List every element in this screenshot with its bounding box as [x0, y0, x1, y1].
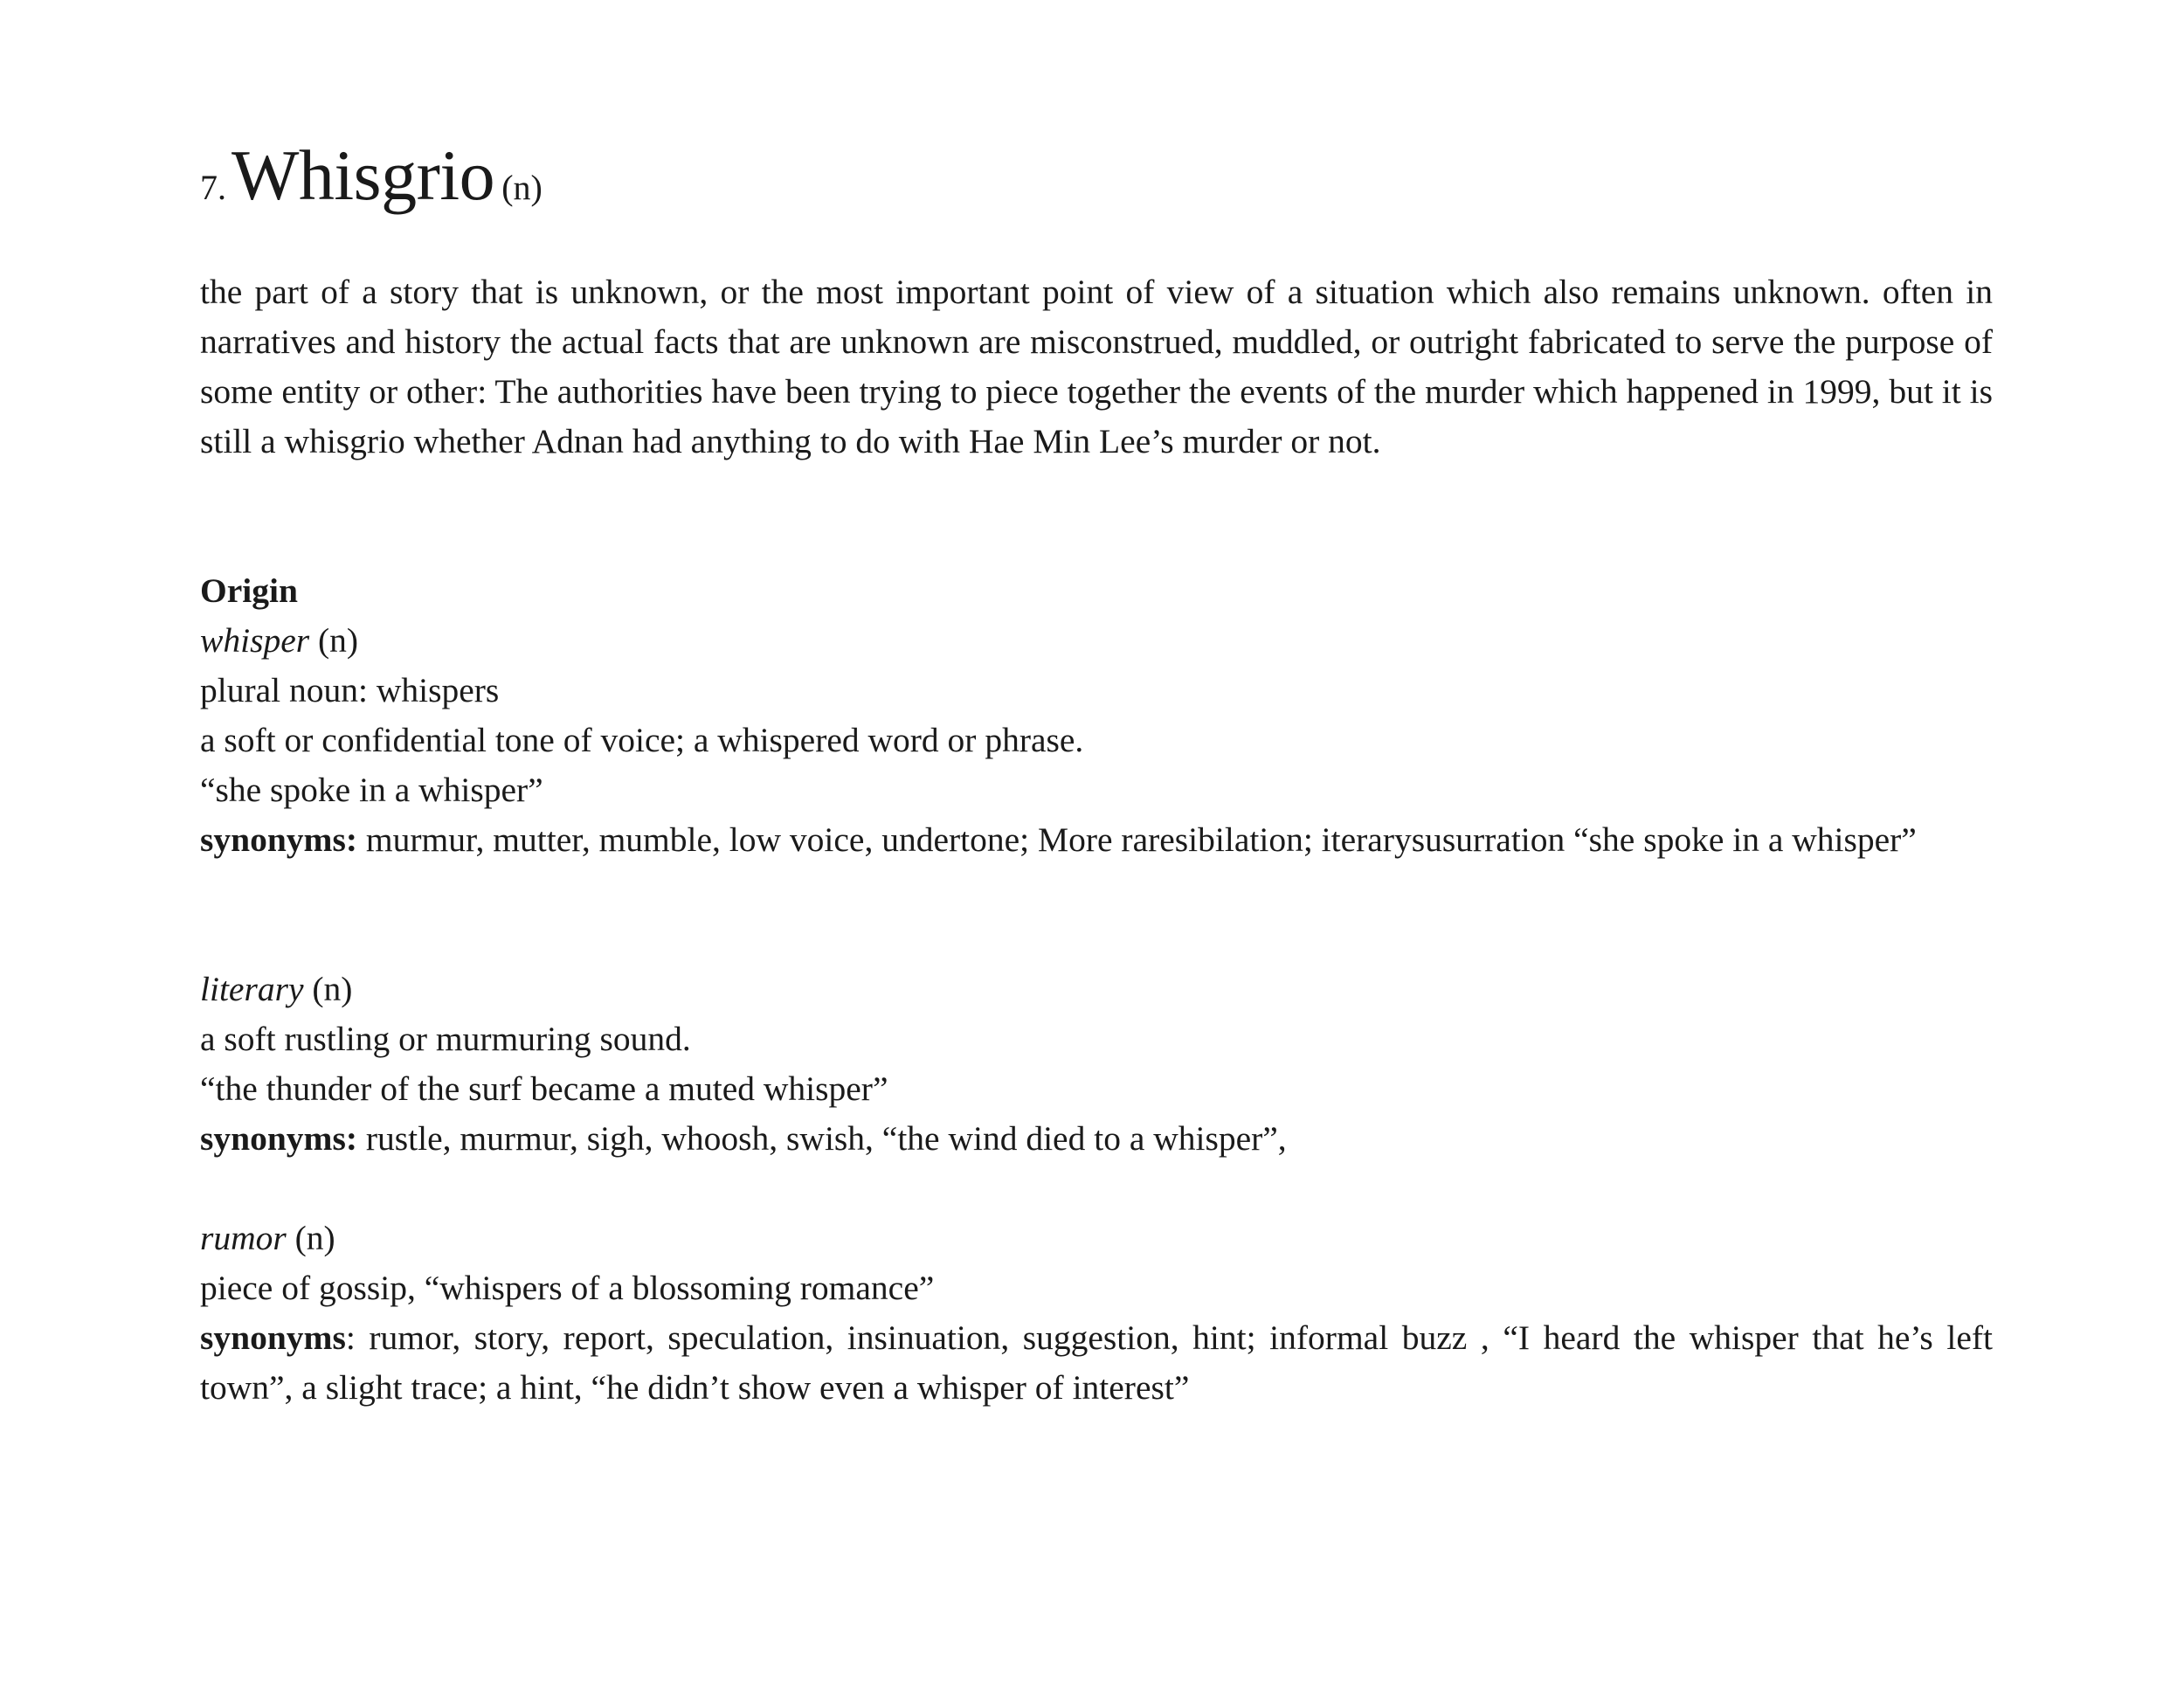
rumor-synonyms-text: : rumor, story, report, speculation, insinuation, suggestion, hint; informal buzz , “I heard the whisper that he’s left town”, a slight trace; a hint, “he didn’t show even a whisper of interest”: [200, 1318, 1993, 1407]
whisper-synonyms-text: murmur, mutter, mumble, low voice, undertone; More raresibilation; iterarysusurration “she spoke in a whisper”: [357, 820, 1917, 859]
whisper-synonyms-label: synonyms:: [200, 820, 357, 859]
entry-definition: the part of a story that is unknown, or the most important point of view of a situation which also remains unknown. often in narratives and history the actual facts that are unknown are misconstrued, muddled, or outright fabricated to serve the purpose of some entity or other: The authorities have been trying to piece together the events of the murder which happened in 1999, but it is still a whisgrio whether Adnan had anything to do with Hae Min Lee’s murder or not.: [200, 273, 1993, 460]
literary-synonyms-label: synonyms:: [200, 1119, 357, 1158]
literary-section: [200, 965, 1993, 1164]
rumor-meaning: piece of gossip, “whispers of a blossoming romance”: [200, 1269, 935, 1307]
rumor-term-line: [200, 1214, 1993, 1263]
rumor-synonyms: [200, 1313, 1993, 1413]
rumor-synonyms-label: synonyms: [200, 1318, 346, 1357]
rumor-term: rumor: [200, 1219, 287, 1257]
literary-pos: (n): [303, 970, 353, 1008]
literary-synonyms: [200, 1114, 1993, 1164]
literary-meaning: a soft rustling or murmuring sound.: [200, 1020, 691, 1058]
literary-synonyms-text: rustle, murmur, sigh, whoosh, swish, “the wind died to a whisper”,: [357, 1119, 1287, 1158]
origin-section: [200, 566, 1993, 865]
entry-heading: [200, 135, 543, 215]
rumor-section: [200, 1214, 1993, 1413]
whisper-meaning: a soft or confidential tone of voice; a whispered word or phrase.: [200, 721, 1084, 759]
literary-term-line: [200, 965, 1993, 1014]
origin-heading: Origin: [200, 571, 298, 610]
whisper-term-line: [200, 616, 1993, 666]
literary-term: literary: [200, 970, 304, 1008]
rumor-pos: (n): [286, 1219, 335, 1257]
literary-example: “the thunder of the surf became a muted whisper”: [200, 1069, 888, 1108]
entry-number: 7.: [200, 168, 226, 207]
entry-word: Whisgrio: [232, 135, 495, 215]
entry-part-of-speech: (n): [501, 168, 543, 207]
whisper-example: “she spoke in a whisper”: [200, 771, 543, 809]
whisper-pos: (n): [309, 621, 359, 660]
whisper-term: whisper: [200, 621, 310, 660]
whisper-synonyms: [200, 815, 1993, 865]
whisper-plural: plural noun: whispers: [200, 671, 500, 709]
